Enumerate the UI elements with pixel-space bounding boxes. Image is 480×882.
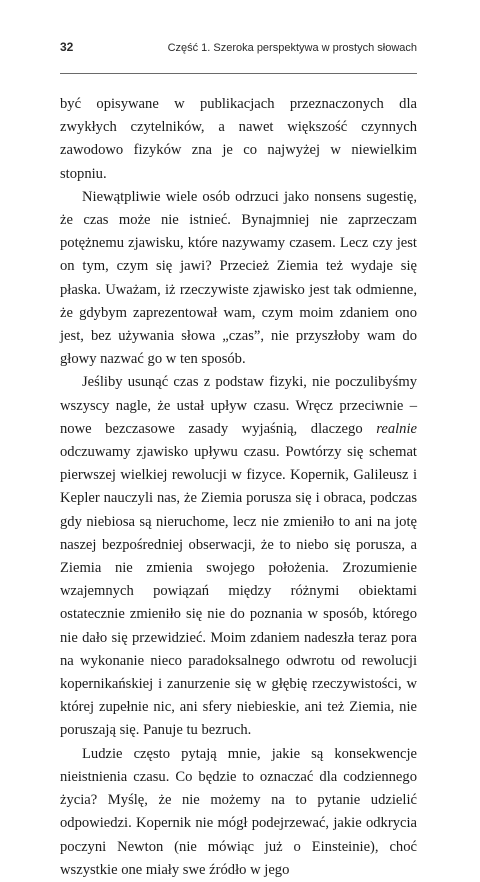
page-number: 32 — [60, 40, 74, 54]
paragraph-3-part-2: odczuwamy zjawisko upływu czasu. Powtórzy się schemat pierwszej wielkiej rewolucji w fizyce. Kopernik, Galileusz i Kepler nauczyli nas, że Ziemia porusza się i obraca, podczas gdy niebiosa są nieruchome, lecz nie zmieniło to ani na jotę naszej bezpośredniej obserwacji, że to niebo się porusza, a Ziemia nie zmienia swojego położenia. Zrozumienie wzajemnych powiązań między różnymi obiektami ostatecznie zmieniło się nie do poznania w sposób, którego nie dało się przewidzieć. Moim zdaniem nadeszła teraz pora na wykonanie nieco paradoksalnego odwrotu od rewolucji kopernikańskiej i zanurzenie się w głębię rzeczywistości, w której zupełnie nic, ani sfery niebieskie, ani też Ziemia, nie poruszają się. Panuje tu bezruch. — [60, 444, 417, 739]
emphasized-word-realnie: realnie — [376, 420, 417, 437]
paragraph-3 — [60, 371, 417, 742]
body-text — [60, 93, 417, 882]
paragraph-2: Niewątpliwie wiele osób odrzuci jako nonsens sugestię, że czas może nie istnieć. Bynajmniej nie zaprzeczam potężnemu zjawisku, które nazywamy czasem. Lecz czy jest on tym, czym się jawi? Przecież Ziemia też wydaje się płaska. Uważam, iż rzeczywiste zjawisko jest tak odmienne, że gdybym zaprezentował wam, czym moim zdaniem ono jest, bez używania słowa „czas”, nie przyszłoby wam do głowy nazwać go w ten sposób. — [60, 188, 417, 368]
header-rule — [60, 73, 417, 74]
paragraph-1: być opisywane w publikacjach przeznaczonych dla zwykłych czytelników, a nawet większość czynnych zawodowo fizyków zna je co najwyżej w niewielkim stopniu. — [60, 96, 417, 182]
running-header — [60, 40, 417, 54]
running-title: Część 1. Szeroka perspektywa w prostych słowach — [167, 42, 417, 54]
paragraph-4: Ludzie często pytają mnie, jakie są konsekwencje nieistnienia czasu. Co będzie to oznaczać dla codziennego życia? Myślę, że nie możemy na to pytanie udzielić odpowiedzi. Kopernik nie mógł podejrzewać, jakie odkrycia poczyni Newton (nie mówiąc już o Einsteinie), choć wszystkie one miały swe źródło w jego — [60, 745, 417, 878]
paragraph-3-part-1: Jeśliby usunąć czas z podstaw fizyki, nie poczulibyśmy wszyscy nagle, że ustał upływ czasu. Wręcz przeciwnie – nowe bezczasowe zasady wyjaśnią, dlaczego — [60, 374, 417, 437]
